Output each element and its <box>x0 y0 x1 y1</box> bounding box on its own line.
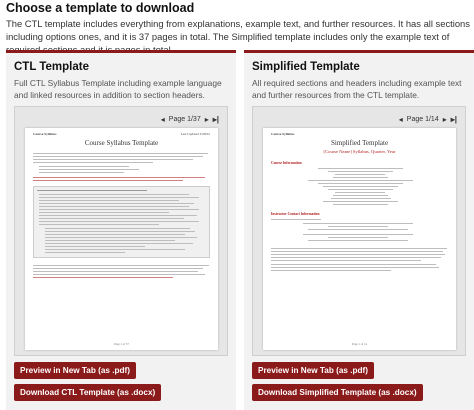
doc-header-right: Last Updated 3/28/22 <box>180 132 210 136</box>
doc-header-left: Course Syllabus <box>33 132 57 136</box>
section-heading: Instructor Contact Information <box>271 212 320 216</box>
text-line <box>45 237 197 238</box>
text-line <box>39 194 189 195</box>
ctl-template-card <box>6 50 236 410</box>
text-line <box>308 240 408 241</box>
section-heading: Course Information <box>271 161 302 165</box>
text-line <box>323 201 398 202</box>
text-line <box>331 198 391 199</box>
text-line <box>45 243 193 244</box>
text-line <box>271 270 391 271</box>
text-line <box>39 206 189 207</box>
pdf-viewer[interactable] <box>14 106 228 356</box>
download-ctl-template-button[interactable]: Download CTL Template (as .docx) <box>14 384 161 401</box>
text-line <box>318 168 403 169</box>
doc-footer: Page 1 of 37 <box>113 342 130 346</box>
doc-subtitle: [Course Name] Syllabus, Quarter, Year <box>323 149 396 154</box>
text-line <box>39 200 179 201</box>
text-line <box>33 265 209 266</box>
text-line <box>39 224 159 225</box>
text-line <box>45 246 145 247</box>
text-line <box>33 180 183 181</box>
text-line <box>271 264 436 265</box>
text-line <box>271 254 445 255</box>
download-simplified-template-button[interactable]: Download Simplified Template (as .docx) <box>252 384 423 401</box>
text-line <box>271 260 421 261</box>
text-line <box>323 186 398 187</box>
text-line <box>271 248 447 249</box>
text-line <box>271 219 321 220</box>
text-line <box>335 174 385 175</box>
card-description: Full CTL Syllabus Template including example language and linked resources in addition to section headers. <box>14 78 222 100</box>
text-line <box>45 231 195 232</box>
text-line <box>328 189 393 190</box>
preview-pdf-button[interactable]: Preview in New Tab (as .pdf) <box>14 362 136 379</box>
page-indicator: Page 1/14 <box>406 115 439 123</box>
text-line <box>303 234 413 235</box>
text-line <box>328 226 388 227</box>
doc-title: Course Syllabus Template <box>84 139 159 147</box>
text-line <box>39 212 169 213</box>
text-line <box>271 267 439 268</box>
text-line <box>37 190 147 191</box>
text-line <box>45 228 190 229</box>
preview-pdf-button[interactable]: Preview in New Tab (as .pdf) <box>252 362 374 379</box>
text-line <box>328 171 393 172</box>
simplified-template-card <box>244 50 474 410</box>
pager <box>161 112 219 126</box>
text-line <box>335 192 385 193</box>
text-line <box>333 204 388 205</box>
card-title: Simplified Template <box>252 61 360 73</box>
text-line <box>39 166 129 167</box>
text-line <box>33 277 173 278</box>
text-line <box>308 180 413 181</box>
text-line <box>303 223 413 224</box>
card-description: All required sections and headers including example text and further resources from the CTL template. <box>252 78 462 100</box>
document-page-preview <box>263 128 456 350</box>
text-line <box>271 251 443 252</box>
text-line <box>33 271 198 272</box>
page-heading: Choose a template to download <box>6 1 195 15</box>
text-line <box>39 218 184 219</box>
next-page-icon[interactable]: ▸ <box>204 114 209 124</box>
prev-page-icon[interactable]: ◂ <box>398 114 403 124</box>
doc-header-left: Course Syllabus <box>271 132 295 136</box>
text-line <box>33 268 203 269</box>
text-line <box>45 252 125 253</box>
text-line <box>39 172 124 173</box>
document-page-preview <box>25 128 218 350</box>
last-page-icon[interactable]: ▸| <box>450 114 457 124</box>
text-line <box>33 162 153 163</box>
text-line <box>39 221 199 222</box>
doc-footer: Page 1 of 14 <box>351 342 368 346</box>
text-line <box>33 156 203 157</box>
text-line <box>45 234 185 235</box>
text-line <box>318 183 403 184</box>
last-page-icon[interactable]: ▸| <box>212 114 219 124</box>
text-line <box>45 249 185 250</box>
text-line <box>328 237 388 238</box>
text-line <box>39 209 199 210</box>
doc-title: Simplified Template <box>330 139 389 147</box>
text-line <box>33 274 205 275</box>
text-line <box>33 153 208 154</box>
text-line <box>39 197 199 198</box>
page-indicator: Page 1/37 <box>168 115 201 123</box>
text-line <box>39 169 139 170</box>
text-line <box>33 159 193 160</box>
text-line <box>33 177 205 178</box>
intro-text: The CTL template includes everything from explanations, example text, and further resources. It has all sections including options ones, and it is 37 pages in total. The Simplified template includes only the example text of <box>6 18 470 42</box>
prev-page-icon[interactable]: ◂ <box>160 114 165 124</box>
card-title: CTL Template <box>14 61 89 73</box>
text-line <box>45 240 175 241</box>
text-line <box>39 215 197 216</box>
text-line <box>271 257 441 258</box>
pdf-viewer[interactable] <box>252 106 466 356</box>
text-line <box>308 229 408 230</box>
text-line <box>39 203 194 204</box>
text-line <box>333 195 388 196</box>
next-page-icon[interactable]: ▸ <box>442 114 447 124</box>
text-line <box>333 177 388 178</box>
pager <box>399 112 457 126</box>
